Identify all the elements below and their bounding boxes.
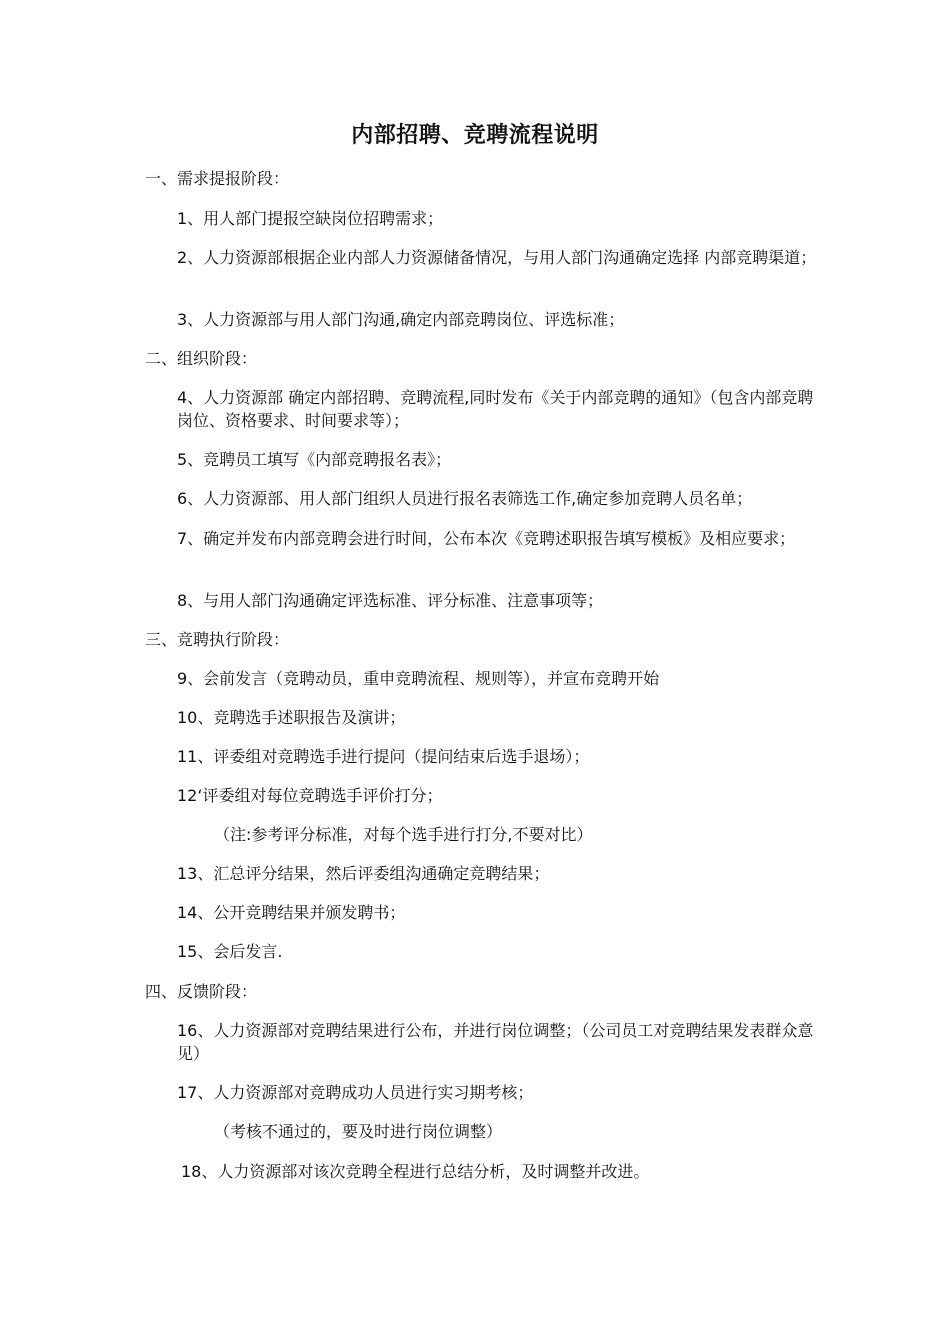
list-item: 3、人力资源部与用人部门沟通,确定内部竞聘岗位、评选标准； (177, 310, 625, 329)
document-title: 内部招聘、竞聘流程说明 (351, 123, 599, 148)
section-heading-3: 三、竞聘执行阶段： (145, 630, 290, 649)
note-text: （考核不通过的，要及时进行岗位调整） (214, 1122, 503, 1141)
list-item: 18、人力资源部对该次竞聘全程进行总结分析，及时调整并改进。 (181, 1162, 650, 1181)
list-item: 5、竞聘员工填写《内部竞聘报名表》； (177, 450, 452, 469)
list-item: 11、评委组对竞聘选手进行提问（提问结束后选手退场）； (177, 747, 590, 766)
list-item: 8、与用人部门沟通确定评选标准、评分标准、注意事项等； (177, 591, 604, 610)
list-item: 14、公开竞聘结果并颁发聘书； (177, 903, 406, 922)
list-item: 9、会前发言（竞聘动员，重申竞聘流程、规则等），并宣布竞聘开始 (177, 669, 660, 688)
list-item: 2、人力资源部根据企业内部人力资源储备情况，与用人部门沟通确定选择 内部竞聘渠道； (177, 248, 817, 267)
list-item: 17、人力资源部对竞聘成功人员进行实习期考核； (177, 1083, 534, 1102)
list-item: 13、汇总评分结果，然后评委组沟通确定竞聘结果； (177, 864, 550, 883)
list-item: 16、人力资源部对竞聘结果进行公布，并进行岗位调整；（公司员工对竞聘结果发表群众意见） (177, 1021, 814, 1063)
list-item: 7、确定并发布内部竞聘会进行时间，公布本次《竞聘述职报告填写模板》及相应要求； (177, 529, 796, 548)
list-item: 1、用人部门提报空缺岗位招聘需求； (177, 209, 444, 228)
list-item: 15、会后发言. (177, 942, 283, 961)
section-heading-1: 一、需求提报阶段： (145, 169, 290, 188)
section-heading-4: 四、反馈阶段： (145, 982, 258, 1001)
list-item: 6、人力资源部、用人部门组织人员进行报名表筛选工作,确定参加竞聘人员名单； (177, 489, 753, 508)
note-text: （注:参考评分标准，对每个选手进行打分,不要对比） (214, 825, 593, 844)
list-item: 12‘评委组对每位竞聘选手评价打分； (177, 786, 443, 805)
list-item: 4、人力资源部 确定内部招聘、竞聘流程,同时发布《关于内部竞聘的通知》（包含内部竞聘岗位、资格要求、时间要求等）； (177, 388, 814, 430)
section-heading-2: 二、组织阶段： (145, 349, 258, 368)
list-item: 10、竞聘选手述职报告及演讲； (177, 708, 406, 727)
